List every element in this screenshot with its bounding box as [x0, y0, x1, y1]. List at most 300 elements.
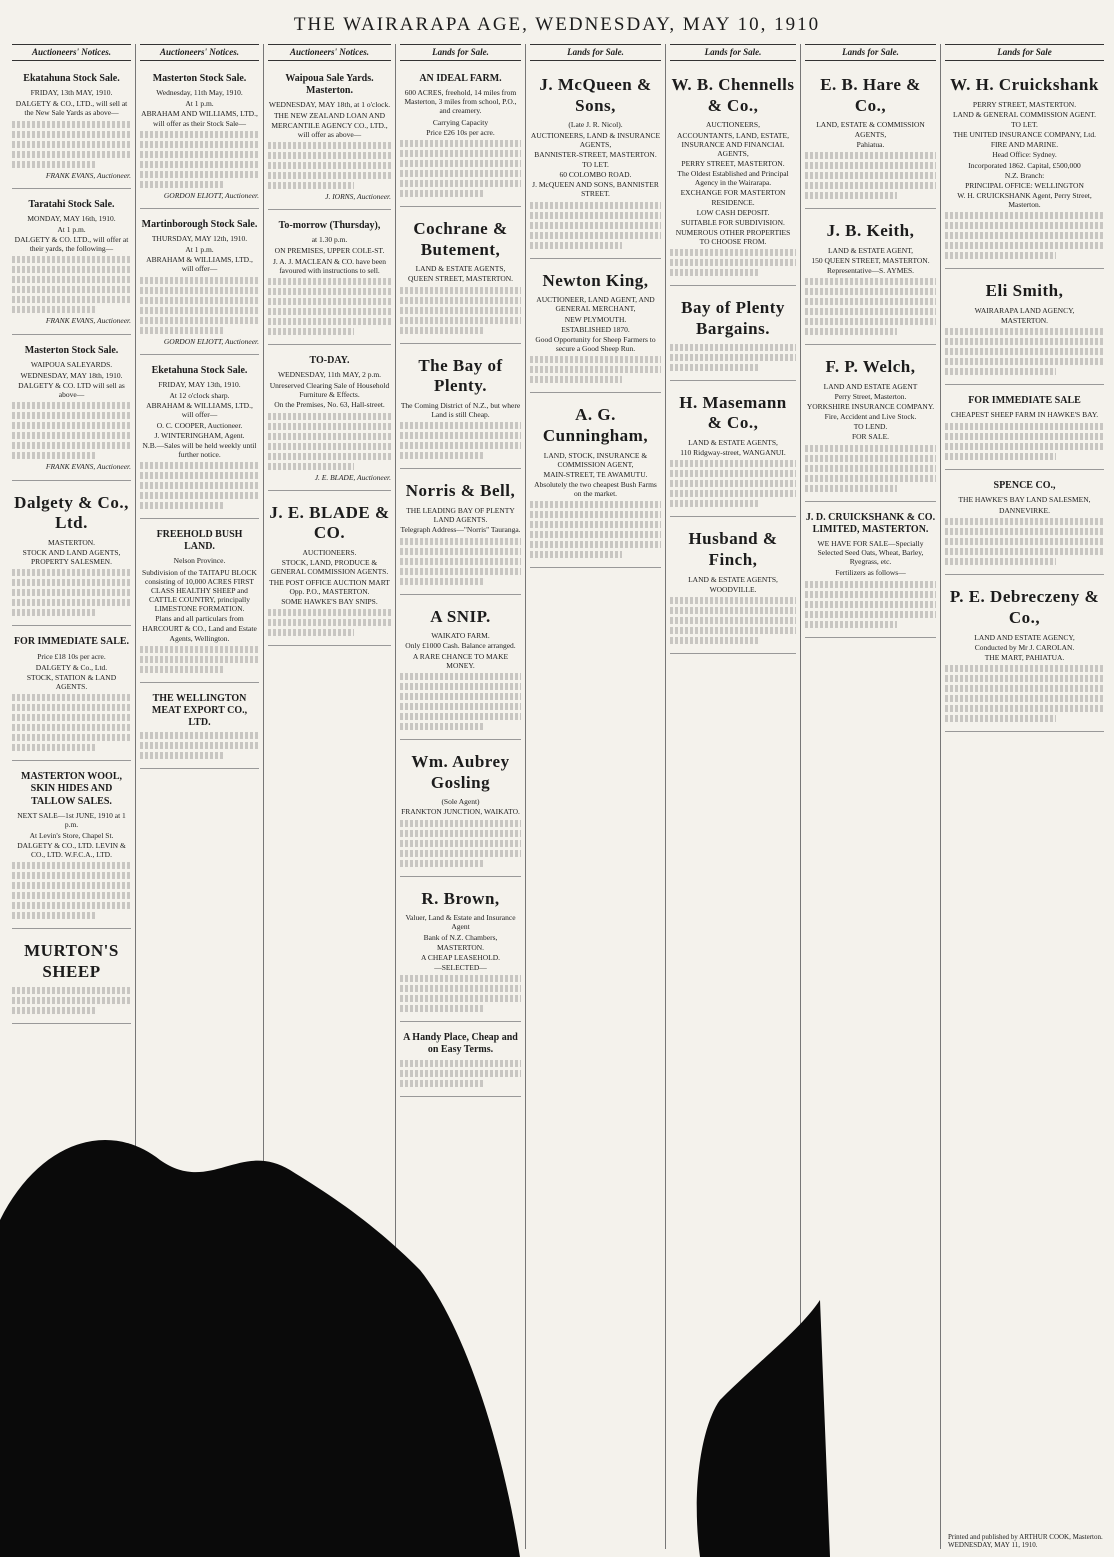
ad-business-name: Eli Smith, [985, 281, 1064, 301]
body-text-block [268, 308, 391, 315]
ad-title: Martinborough Stock Sale. [141, 218, 258, 230]
ad-text-line: TO LET. [1011, 119, 1038, 129]
body-text-block [12, 987, 131, 994]
advertisement [805, 67, 936, 209]
body-text-block [670, 627, 796, 634]
body-text-block [670, 480, 796, 487]
ad-business-name: Bay of Plenty Bargains. [681, 298, 785, 338]
body-text-block [140, 666, 223, 673]
ad-text-line: WAIPOUA SALEYARDS. [30, 359, 113, 369]
ad-text-line: LAND & ESTATE AGENTS, [688, 438, 778, 448]
body-text-block [945, 368, 1056, 375]
body-text-block [400, 170, 521, 177]
ad-text-line: N.B.—Sales will be held weekly until further notice. [142, 440, 257, 459]
ad-business-name: E. B. Hare & Co., [820, 74, 921, 115]
body-text-block [945, 222, 1104, 229]
ad-text-line: DALGETY & CO. LTD will sell as above— [18, 381, 125, 400]
ad-text-line: AUCTIONEER, LAND AGENT, AND GENERAL MERCHANT, [536, 295, 655, 314]
body-text-block [805, 298, 936, 305]
ad-text-line: At 1 p.m. [185, 99, 214, 109]
ad-text-line: ABRAHAM & WILLIAMS, LTD., will offer— [146, 401, 253, 420]
body-text-block [12, 724, 131, 731]
body-text-block [805, 278, 936, 285]
body-text-block [12, 609, 95, 616]
ad-business-name: P. E. Debreczeny & Co., [949, 587, 1100, 627]
ad-text-line: At 1 p.m. [57, 225, 86, 235]
body-text-block [400, 327, 485, 334]
body-text-block [268, 629, 354, 636]
advertisement [140, 687, 259, 770]
ad-text-line: Price £26 10s per acre. [426, 127, 495, 137]
ad-text-line: J. McQUEEN AND SONS, BANNISTER STREET. [532, 180, 659, 199]
ad-text-line: N.Z. Branch: [1004, 170, 1045, 180]
body-text-block [805, 475, 936, 482]
ad-text-line: PERRY STREET, MASTERTON. [681, 159, 785, 168]
ad-text-line: FRANKTON JUNCTION, WAIKATO. [401, 807, 520, 817]
ad-text-line: At Levin's Store, Chapel St. [29, 830, 114, 840]
body-text-block [268, 172, 391, 179]
body-text-block [805, 465, 936, 472]
ad-text-line: Representative—S. AYMES. [826, 265, 914, 275]
body-text-block [805, 445, 936, 452]
ad-title: THE WELLINGTON MEAT EXPORT CO., LTD. [151, 692, 248, 729]
ad-business-name: J. McQueen & Sons, [539, 74, 652, 115]
ad-signature: GORDON ELIOTT, Auctioneer. [163, 336, 259, 346]
ad-text-line: WOODVILLE. [709, 585, 757, 595]
ad-text-line: THE MART, PAHIATUA. [984, 652, 1065, 662]
body-text-block [670, 259, 796, 266]
ad-title: SPENCE CO., [993, 479, 1056, 491]
ad-text-line: 110 Ridgway-street, WANGANUI. [680, 448, 786, 458]
ad-business-name: W. B. Chennells & Co., [671, 74, 795, 115]
body-text-block [268, 152, 391, 159]
ad-text-line: Carrying Capacity [432, 117, 489, 127]
ad-text-line: Absolutely the two cheapest Bush Farms on the market. [534, 480, 657, 499]
body-text-block [140, 297, 259, 304]
ad-text-line: TO LEND. [853, 422, 888, 432]
advertisement [400, 599, 521, 740]
ad-text-line: NEXT SALE—1st JUNE, 1910 at 1 p.m. [17, 810, 126, 829]
body-text-block [400, 683, 521, 690]
body-text-block [268, 278, 391, 285]
body-text-block [400, 995, 521, 1002]
column-heading: Lands for Sale. [670, 44, 796, 61]
body-text-block [400, 840, 521, 847]
body-text-block [670, 470, 796, 477]
body-text-block [805, 485, 897, 492]
ad-text-line: LAND & ESTATE AGENTS, [415, 264, 506, 274]
body-text-block [268, 413, 391, 420]
body-text-block [945, 328, 1104, 335]
body-text-block [670, 269, 758, 276]
ad-signature: FRANK EVANS, Auctioneer. [45, 316, 131, 326]
body-text-block [530, 521, 661, 528]
body-text-block [805, 192, 897, 199]
column-heading: Lands for Sale. [805, 44, 936, 61]
body-text-block [12, 1007, 95, 1014]
body-text-block [670, 364, 758, 371]
ad-business-name: Newton King, [542, 270, 649, 290]
body-text-block [12, 432, 131, 439]
body-text-block [12, 422, 131, 429]
ad-text-line: LAND AND ESTATE AGENT [823, 381, 918, 391]
body-text-block [268, 318, 391, 325]
body-text-block [140, 752, 223, 759]
ad-text-line: Subdivision of the TAITAPU BLOCK consisting of 10,000 ACRES FIRST CLASS HEALTHY SHEEP and CATTLE COUNTRY, principally LIMESTONE FORMATION. [142, 567, 257, 614]
body-text-block [670, 249, 796, 256]
ad-text-line: 150 QUEEN STREET, MASTERTON. [811, 255, 930, 265]
body-text-block [400, 422, 521, 429]
ad-text-line: ACCOUNTANTS, LAND, ESTATE, INSURANCE AND FINANCIAL AGENTS, [677, 130, 789, 158]
ad-text-line: EXCHANGE FOR MASTERTON RESIDENCE. [680, 188, 786, 207]
body-text-block [12, 912, 95, 919]
body-text-block [12, 276, 131, 283]
body-text-block [12, 161, 95, 168]
ad-text-line: AUCTIONEERS, LAND & INSURANCE AGENTS, [530, 130, 661, 149]
body-text-block [268, 142, 391, 149]
body-text-block [400, 538, 521, 545]
body-text-block [945, 675, 1104, 682]
body-text-block [945, 252, 1056, 259]
ad-business-name: Wm. Aubrey Gosling [411, 751, 510, 792]
ad-text-line: LAND, ESTATE & COMMISSION AGENTS, [816, 120, 925, 139]
advertisement [400, 348, 521, 470]
body-text-block [530, 232, 661, 239]
body-text-block [945, 453, 1056, 460]
body-text-block [530, 356, 661, 363]
body-text-block [945, 423, 1104, 430]
body-text-block [268, 609, 391, 616]
column-heading: Auctioneers' Notices. [12, 44, 131, 61]
ad-text-line: (Sole Agent) [441, 797, 480, 807]
ad-text-line: Telegraph Address—"Norris" Tauranga. [400, 525, 521, 535]
body-text-block [670, 597, 796, 604]
ad-text-line: LAND & ESTATE AGENTS, [688, 574, 778, 584]
ad-signature: J. IORNS, Auctioneer. [325, 191, 391, 201]
ad-text-line: Good Opportunity for Sheep Farmers to secure a Good Sheep Run. [535, 334, 656, 353]
body-text-block [268, 423, 391, 430]
body-text-block [12, 892, 131, 899]
advertisement [530, 263, 661, 394]
body-text-block [400, 287, 521, 294]
advertisement [12, 630, 131, 761]
ad-text-line: at 1.30 p.m. [311, 235, 348, 245]
ad-title: FOR IMMEDIATE SALE [968, 395, 1081, 407]
ad-text-line: LAND AND ESTATE AGENCY, [974, 632, 1075, 642]
ad-text-line: WE HAVE FOR SALE—Specially Selected Seed Oats, Wheat, Barley, Ryegrass, etc. [817, 538, 924, 567]
ad-business-name: The Bay of Plenty. [418, 355, 503, 396]
ad-business-name: H. Masemann & Co., [679, 392, 787, 433]
ad-text-line: Nelson Province. [173, 556, 226, 566]
body-text-block [670, 490, 796, 497]
body-text-block [945, 548, 1104, 555]
newspaper-title: THE WAIRARAPA AGE, WEDNESDAY, MAY 10, 1910 [293, 14, 821, 35]
ad-text-line: The Coming District of N.Z., but where Land is still Cheap. [400, 401, 521, 420]
body-text-block [945, 443, 1104, 450]
ad-text-line: Head Office: Sydney. [992, 150, 1057, 160]
ad-text-line: Unreserved Clearing Sale of Household Furniture & Effects. [269, 381, 390, 400]
ad-title: FOR IMMEDIATE SALE. [13, 636, 130, 648]
advertisement [140, 67, 259, 209]
ad-text-line: MASTERTON. [47, 537, 96, 547]
body-text-block [268, 463, 354, 470]
body-text-block [12, 402, 131, 409]
body-text-block [530, 551, 622, 558]
body-text-block [400, 190, 485, 197]
ad-business-name: Cochrane & Butement, [413, 218, 508, 259]
body-text-block [670, 344, 796, 351]
ad-title: J. D. CRUICKSHANK & CO. LIMITED, MASTERTON. [805, 511, 936, 535]
body-text-block [140, 151, 259, 158]
ad-text-line: J. WINTERINGHAM, Agent. [154, 430, 245, 440]
ad-text-line: WAIKATO FARM. [431, 631, 490, 641]
advertisement [945, 67, 1104, 269]
advertisement [12, 765, 131, 929]
body-text-block [400, 703, 521, 710]
body-text-block [12, 882, 131, 889]
ad-text-line: THE LEADING BAY OF PLENTY LAND AGENTS. [406, 506, 515, 525]
advertisement [945, 389, 1104, 469]
body-text-block [12, 872, 131, 879]
ad-signature: J. E. BLADE, Auctioneer. [314, 472, 391, 482]
ad-text-line: BANNISTER-STREET, MASTERTON. [534, 149, 657, 159]
body-text-block [12, 286, 131, 293]
body-text-block [400, 820, 521, 827]
body-text-block [945, 538, 1104, 545]
body-text-block [400, 307, 521, 314]
advertisement [530, 397, 661, 568]
body-text-block [400, 160, 521, 167]
body-text-block [945, 695, 1104, 702]
body-text-block [400, 442, 521, 449]
advertisement [12, 933, 131, 1023]
body-text-block [670, 354, 796, 361]
ad-text-line: A CHEAP LEASEHOLD. [420, 952, 501, 962]
column-heading: Lands for Sale. [400, 44, 521, 61]
ad-text-line: AUCTIONEERS, [706, 120, 760, 130]
body-text-block [805, 182, 936, 189]
ad-text-line: Valuer, Land & Estate and Insurance Agent [405, 913, 516, 932]
ad-text-line: THURSDAY, MAY 12th, 1910. [151, 234, 248, 244]
body-text-block [12, 266, 131, 273]
body-text-block [945, 518, 1104, 525]
ad-business-name: MURTON'S SHEEP [24, 941, 119, 982]
body-text-block [12, 704, 131, 711]
body-text-block [805, 318, 936, 325]
ad-text-line: FRIDAY, MAY 13th, 1910. [158, 379, 241, 389]
ad-text-line: DANNEVIRKE. [998, 505, 1051, 515]
ad-text-line: —SELECTED— [434, 963, 487, 972]
body-text-block [12, 296, 131, 303]
body-text-block [400, 1060, 521, 1067]
column-heading: Lands for Sale [945, 44, 1104, 61]
advertisement [268, 495, 391, 646]
body-text-block [945, 558, 1056, 565]
ad-text-line: Only £1000 Cash. Balance arranged. [405, 641, 516, 651]
body-text-block [12, 151, 131, 158]
body-text-block [400, 150, 521, 157]
advertisement [268, 214, 391, 345]
ad-text-line: WEDNESDAY, 11th MAY, 2 p.m. [277, 369, 382, 379]
body-text-block [400, 850, 521, 857]
ad-text-line: Fertilizers as follows— [835, 568, 906, 578]
ad-business-name: R. Brown, [421, 888, 500, 908]
body-text-block [805, 162, 936, 169]
body-text-block [805, 152, 936, 159]
body-text-block [400, 140, 521, 147]
body-text-block [670, 617, 796, 624]
body-text-block [12, 744, 95, 751]
advertisement [945, 273, 1104, 385]
ad-text-line: At 1 p.m. [185, 245, 214, 255]
body-text-block [140, 131, 259, 138]
ad-text-line: Bank of N.Z. Chambers, [423, 932, 498, 942]
body-text-block [140, 646, 259, 653]
body-text-block [805, 455, 936, 462]
body-text-block [12, 306, 95, 313]
body-text-block [140, 171, 259, 178]
ad-title: AN IDEAL FARM. [419, 72, 502, 84]
ad-signature: FRANK EVANS, Auctioneer. [45, 462, 131, 472]
body-text-block [12, 694, 131, 701]
body-text-block [140, 327, 223, 334]
ad-text-line: Price £18 10s per acre. [37, 651, 106, 661]
torn-page-damage [0, 1100, 1114, 1557]
advertisement [12, 485, 131, 627]
ad-business-name: J. E. BLADE & CO. [269, 502, 390, 543]
advertisement [530, 67, 661, 259]
body-text-block [268, 619, 391, 626]
body-text-block [12, 121, 131, 128]
body-text-block [400, 723, 485, 730]
body-text-block [945, 348, 1104, 355]
body-text-block [670, 460, 796, 467]
body-text-block [268, 288, 391, 295]
body-text-block [400, 297, 521, 304]
body-text-block [945, 212, 1104, 219]
body-text-block [945, 685, 1104, 692]
body-text-block [945, 338, 1104, 345]
ad-text-line: Wednesday, 11th May, 1910. [156, 88, 243, 98]
body-text-block [140, 482, 259, 489]
ad-text-line: QUEEN STREET, MASTERTON. [407, 274, 514, 284]
ad-text-line: LAND & ESTATE AGENT, [827, 245, 914, 255]
body-text-block [945, 528, 1104, 535]
body-text-block [400, 1005, 485, 1012]
body-text-block [268, 298, 391, 305]
body-text-block [12, 452, 95, 459]
body-text-block [140, 161, 259, 168]
body-text-block [805, 172, 936, 179]
body-text-block [945, 715, 1056, 722]
body-text-block [400, 568, 521, 575]
body-text-block [140, 287, 259, 294]
body-text-block [400, 180, 521, 187]
body-text-block [805, 621, 897, 628]
ad-business-name: F. P. Welch, [825, 357, 916, 377]
body-text-block [12, 442, 131, 449]
ad-text-line: ESTABLISHED 1870. [561, 324, 630, 334]
body-text-block [805, 288, 936, 295]
body-text-block [140, 307, 259, 314]
body-text-block [12, 902, 131, 909]
body-text-block [805, 308, 936, 315]
ad-text-line: 60 COLOMBO ROAD. [559, 170, 632, 180]
advertisement [670, 521, 796, 654]
body-text-block [530, 212, 661, 219]
ad-title: Eketahuna Stock Sale. [151, 364, 248, 376]
body-text-block [530, 501, 661, 508]
body-text-block [945, 433, 1104, 440]
advertisement [400, 67, 521, 207]
body-text-block [12, 412, 131, 419]
advertisement [670, 67, 796, 286]
ad-text-line: PRINCIPAL OFFICE: WELLINGTON [965, 180, 1084, 190]
ad-business-name: Dalgety & Co., Ltd. [14, 492, 129, 533]
body-text-block [140, 181, 223, 188]
ad-text-line: The Oldest Established and Principal Agency in the Wairarapa. [677, 169, 789, 188]
body-text-block [530, 366, 661, 373]
advertisement [805, 213, 936, 345]
ad-text-line: THE UNITED INSURANCE COMPANY, Ltd. [953, 130, 1096, 140]
ad-text-line: LAND & GENERAL COMMISSION AGENT. [952, 109, 1097, 119]
ad-business-name: J. B. Keith, [826, 220, 915, 240]
column-heading: Auctioneers' Notices. [268, 44, 391, 61]
ad-text-line: W. H. CRUICKSHANK Agent, Perry Street, Masterton. [957, 190, 1092, 210]
body-text-block [140, 502, 223, 509]
body-text-block [530, 531, 661, 538]
advertisement [12, 67, 131, 189]
body-text-block [400, 317, 521, 324]
ad-text-line: AUCTIONEERS. [302, 548, 357, 558]
ad-text-line: MASTERTON. [436, 942, 485, 952]
advertisement [400, 1026, 521, 1096]
body-text-block [530, 541, 661, 548]
ad-text-line: CHEAPEST SHEEP FARM IN HAWKE'S BAY. [950, 410, 1099, 420]
body-text-block [530, 242, 622, 249]
ad-text-line: TO LET. [582, 160, 609, 169]
advertisement [400, 473, 521, 594]
imprint-text: Printed and published by ARTHUR COOK, Masterton. [948, 1533, 1103, 1541]
ad-text-line: 600 ACRES, freehold, 14 miles from Masterton, 3 miles from school, P.O., and creamery. [404, 88, 517, 116]
body-text-block [12, 714, 131, 721]
masthead [0, 0, 1114, 44]
ad-text-line: STOCK AND LAND AGENTS, PROPERTY SALESMEN. [22, 548, 121, 567]
body-text-block [12, 256, 131, 263]
ad-title: TO-DAY. [309, 354, 350, 366]
advertisement [140, 523, 259, 683]
ad-text-line: DALGETY & CO., LTD. LEVIN & CO., LTD. W.F.C.A., LTD. [17, 841, 126, 860]
body-text-block [12, 589, 131, 596]
body-text-block [805, 611, 936, 618]
ad-text-line: A RARE CHANCE TO MAKE MONEY. [412, 651, 509, 670]
ad-text-line: WEDNESDAY, MAY 18th, at 1 o'clock. [268, 100, 391, 110]
ad-text-line: MAIN-STREET, TE AWAMUTU. [543, 469, 648, 479]
ad-title: Masterton Stock Sale. [152, 72, 247, 84]
column-heading: Lands for Sale. [530, 44, 661, 61]
ad-text-line: THE POST OFFICE AUCTION MART Opp. P.O., MASTERTON. [269, 577, 390, 596]
body-text-block [805, 601, 936, 608]
ad-text-line: ON PREMISES, UPPER COLE-ST. [274, 246, 385, 256]
ad-title: Masterton Stock Sale. [24, 344, 119, 356]
ad-text-line: FRIDAY, 13th MAY, 1910. [30, 88, 113, 98]
body-text-block [945, 232, 1104, 239]
ad-text-line: NUMEROUS OTHER PROPERTIES TO CHOOSE FROM. [675, 227, 791, 247]
imprint-footer [948, 1533, 1108, 1549]
body-text-block [268, 182, 354, 189]
advertisement [400, 211, 521, 344]
body-text-block [400, 830, 521, 837]
